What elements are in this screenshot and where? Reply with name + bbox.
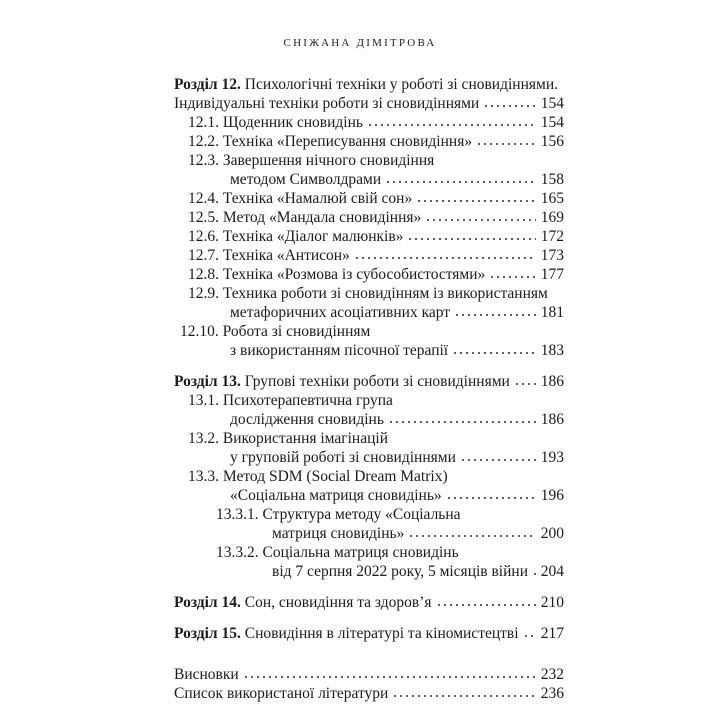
dot-leader bbox=[407, 235, 536, 241]
toc-entry-title: від 7 серпня 2022 року, 5 місяців війни bbox=[272, 563, 528, 580]
toc-entry-title: Використання імагінацій bbox=[222, 430, 388, 447]
toc-entry-number: 12.3. bbox=[188, 152, 223, 169]
dot-leader bbox=[454, 311, 536, 317]
dot-leader bbox=[489, 273, 536, 279]
toc-entry-number: 13.3.1. bbox=[216, 506, 263, 523]
toc-entry bbox=[174, 246, 564, 265]
toc-entry-title: Метод «Мандала сновидіння» bbox=[222, 209, 422, 226]
toc-entry-title: матриця сновидінь» bbox=[272, 525, 405, 542]
toc-entry-title: «Соціальна матриця сновидінь» bbox=[230, 487, 442, 504]
toc-entry bbox=[174, 94, 564, 113]
toc-entry bbox=[174, 372, 564, 391]
toc-entry-title: Техніка «Діалог малюнків» bbox=[222, 228, 404, 245]
toc-page-number: 173 bbox=[540, 247, 564, 264]
toc-entry-title: Сновидіння в літературі та кіномистецтві bbox=[244, 625, 519, 642]
toc-entry bbox=[174, 132, 564, 151]
toc-entry-title: у груповій роботі зі сновидіннями bbox=[230, 449, 456, 466]
toc-page-number: 181 bbox=[540, 304, 564, 321]
dot-leader bbox=[416, 197, 536, 203]
toc-page-number: 158 bbox=[540, 171, 564, 188]
dot-leader bbox=[476, 140, 536, 146]
dot-leader bbox=[532, 570, 536, 576]
toc-entry-title: Структура методу «Соціальна bbox=[262, 506, 461, 523]
toc-page-number: 232 bbox=[540, 666, 564, 683]
toc-entry-title: дослідження сновидінь bbox=[230, 411, 384, 428]
toc-entry bbox=[174, 684, 564, 703]
toc-entry-title: Техніка «Антисон» bbox=[222, 247, 350, 264]
running-header: СНІЖАНА ДІМІТРОВА bbox=[283, 37, 437, 49]
dot-leader bbox=[425, 216, 536, 222]
toc-page-number: 217 bbox=[540, 625, 564, 642]
toc-entry bbox=[174, 410, 564, 429]
toc-entry-title: Метод SDM (Social Dream Matrix) bbox=[222, 468, 448, 485]
dot-leader bbox=[385, 178, 536, 184]
table-of-contents bbox=[174, 75, 564, 715]
toc-entry-title: методом Символдрами bbox=[230, 171, 382, 188]
toc-entry-title: Робота зі сновидінням bbox=[222, 323, 371, 340]
dot-leader bbox=[483, 102, 536, 108]
toc-entry-title: Індивідуальні техніки роботи зі сновидіннями bbox=[174, 95, 480, 112]
toc-entry-number: 12.8. bbox=[188, 266, 223, 283]
toc-entry-number: 12.1. bbox=[188, 114, 223, 131]
toc-entry-number: Розділ 15. bbox=[174, 625, 245, 642]
dot-leader bbox=[436, 601, 536, 607]
toc-entry-title: Висновки bbox=[174, 666, 239, 683]
toc-entry bbox=[174, 486, 564, 505]
toc-section bbox=[174, 75, 564, 360]
toc-page-number: 200 bbox=[540, 525, 564, 542]
dot-leader bbox=[446, 494, 536, 500]
toc-entry-title: Щоденник сновидінь bbox=[222, 114, 363, 131]
toc-page-number: 183 bbox=[540, 342, 564, 359]
toc-entry bbox=[174, 265, 564, 284]
toc-entry-number: 12.5. bbox=[188, 209, 223, 226]
toc-entry-title: Психотерапевтична група bbox=[222, 392, 393, 409]
toc-entry bbox=[174, 467, 564, 486]
toc-entry-title: Техніка «Переписування сновидіння» bbox=[222, 133, 473, 150]
toc-entry bbox=[174, 505, 564, 524]
toc-entry-title: Завершення нічного сновидіння bbox=[222, 152, 435, 169]
toc-page-number: 154 bbox=[540, 114, 564, 131]
dot-leader bbox=[523, 632, 536, 638]
dot-leader bbox=[392, 692, 536, 698]
toc-entry bbox=[174, 151, 564, 170]
toc-page-number: 196 bbox=[540, 487, 564, 504]
toc-entry-title: Соціальна матриця сновидінь bbox=[262, 544, 459, 561]
toc-entry-number: 13.2. bbox=[188, 430, 223, 447]
toc-entry-number: 12.4. bbox=[188, 190, 223, 207]
toc-entry-title: Психологічні техніки у роботі зі сновидіннями. bbox=[244, 76, 558, 93]
toc-page-number: 236 bbox=[540, 685, 564, 702]
toc-entry-number: 13.1. bbox=[188, 392, 223, 409]
toc-entry bbox=[174, 448, 564, 467]
toc-entry bbox=[174, 665, 564, 684]
toc-entry-title: Техніка «Намалюй свій сон» bbox=[222, 190, 413, 207]
toc-section bbox=[174, 593, 564, 612]
dot-leader bbox=[388, 418, 536, 424]
toc-entry-title: метафоричних асоціативних карт bbox=[230, 304, 451, 321]
toc-entry bbox=[174, 624, 564, 643]
dot-leader bbox=[460, 456, 536, 462]
toc-entry bbox=[174, 113, 564, 132]
toc-entry bbox=[174, 562, 564, 581]
toc-entry bbox=[174, 170, 564, 189]
toc-entry bbox=[174, 227, 564, 246]
toc-page-number: 169 bbox=[540, 209, 564, 226]
toc-entry bbox=[174, 341, 564, 360]
toc-entry-title: Групові техніки роботи зі сновидіннями bbox=[244, 373, 510, 390]
toc-entry bbox=[174, 189, 564, 208]
toc-page-number: 193 bbox=[540, 449, 564, 466]
toc-entry-number: Розділ 13. bbox=[174, 373, 245, 390]
toc-entry bbox=[174, 322, 564, 341]
toc-entry bbox=[174, 524, 564, 543]
toc-section bbox=[174, 624, 564, 643]
dot-leader bbox=[452, 349, 536, 355]
toc-page-number: 186 bbox=[540, 411, 564, 428]
toc-entry-number: Розділ 12. bbox=[174, 76, 245, 93]
toc-page-number: 177 bbox=[540, 266, 564, 283]
toc-entry-title: Список використаної літератури bbox=[174, 685, 389, 702]
toc-entry-number: 12.2. bbox=[188, 133, 223, 150]
toc-entry-title: Техніка «Розмова із субособистостями» bbox=[222, 266, 486, 283]
toc-entry bbox=[174, 543, 564, 562]
toc-page-number: 204 bbox=[540, 563, 564, 580]
toc-page-number: 210 bbox=[540, 594, 564, 611]
toc-entry-number: 13.3.2. bbox=[216, 544, 263, 561]
dot-leader bbox=[367, 121, 536, 127]
dot-leader bbox=[354, 254, 536, 260]
toc-entry bbox=[174, 208, 564, 227]
toc-entry-number: 12.10. bbox=[180, 323, 223, 340]
dot-leader bbox=[408, 532, 536, 538]
toc-entry-number: 13.3. bbox=[188, 468, 223, 485]
toc-page-number: 154 bbox=[540, 95, 564, 112]
toc-entry-number: Розділ 14. bbox=[174, 594, 245, 611]
toc-page-number: 156 bbox=[540, 133, 564, 150]
toc-section bbox=[174, 665, 564, 703]
toc-page-number: 186 bbox=[540, 373, 564, 390]
dot-leader bbox=[243, 673, 536, 679]
toc-entry-title: Техника роботи зі сновидінням із використанням bbox=[222, 285, 548, 302]
toc-page-number: 172 bbox=[540, 228, 564, 245]
toc-entry bbox=[174, 391, 564, 410]
toc-entry-title: з використанням пісочної терапії bbox=[230, 342, 449, 359]
toc-entry bbox=[174, 429, 564, 448]
toc-entry bbox=[174, 284, 564, 303]
toc-section bbox=[174, 372, 564, 581]
toc-entry bbox=[174, 75, 564, 94]
toc-entry-number: 12.9. bbox=[188, 285, 223, 302]
toc-entry bbox=[174, 303, 564, 322]
toc-entry-number: 12.7. bbox=[188, 247, 223, 264]
dot-leader bbox=[514, 380, 536, 386]
toc-page-number: 165 bbox=[540, 190, 564, 207]
toc-entry-title: Сон, сновидіння та здоров’я bbox=[244, 594, 432, 611]
toc-entry-number: 12.6. bbox=[188, 228, 223, 245]
toc-entry bbox=[174, 593, 564, 612]
